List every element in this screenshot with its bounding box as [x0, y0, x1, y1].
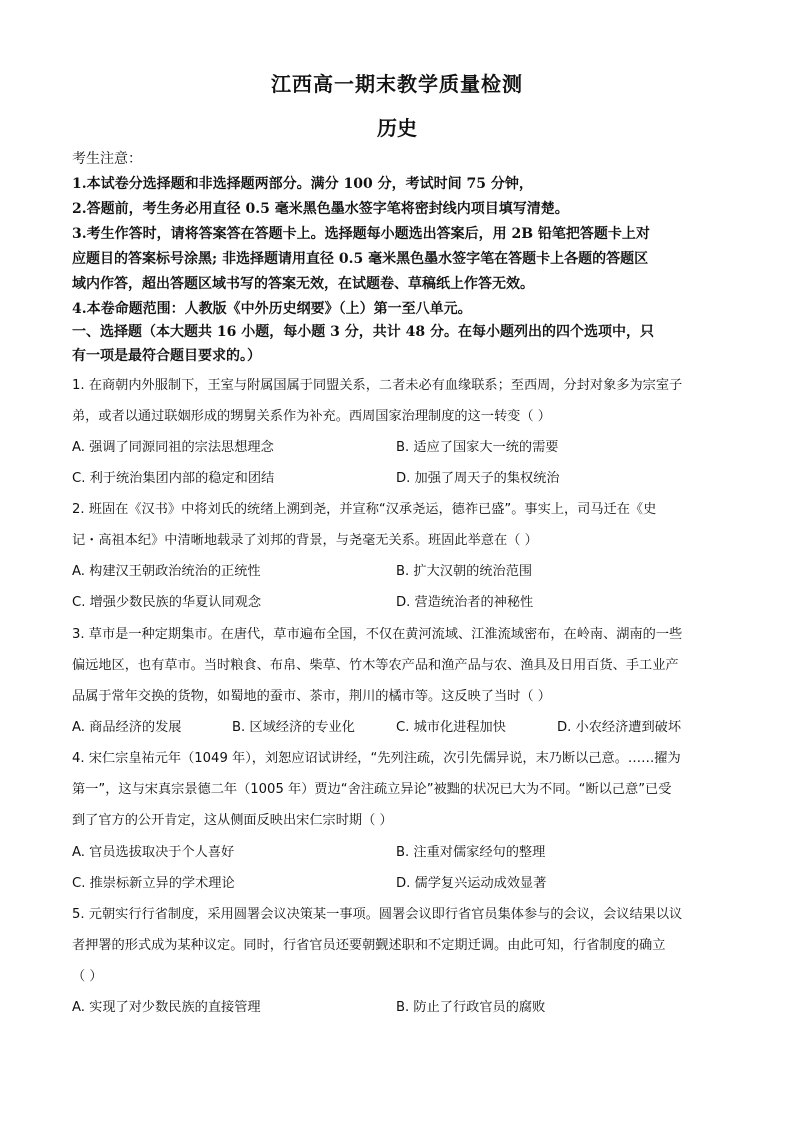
question-4-text: 到了官方的公开肯定，这从侧面反映出宋仁宗时期（ ） [72, 813, 393, 828]
question-5-option-b: B. 防止了行政官员的腐败 [396, 1000, 546, 1015]
question-3-option-d: D. 小农经济遭到破坏 [557, 720, 682, 735]
notice-line: 应题目的答案标号涂黑; 非选择题请用直径 0.5 毫米黑色墨水签字笔在答题卡上各题的答题区 [72, 251, 649, 267]
question-1-text: 1. 在商朝内外服制下，王室与附属国属于同盟关系，二者未必有血缘联系；至西周，分封对象多为宗室子 [72, 378, 683, 393]
notice-heading: 考生注意： [72, 151, 142, 167]
question-3-option-c: C. 城市化进程加快 [396, 720, 506, 735]
question-4-option-b: B. 注重对儒家经句的整理 [396, 845, 546, 860]
question-3-text: 3. 草市是一种定期集市。在唐代，草市遍布全国，不仅在黄河流域、江淮流域密布，在岭南、湖南的一些 [72, 627, 683, 642]
question-5-text: 5. 元朝实行行省制度，采用圆署会议决策某一事项。圆署会议即行省官员集体参与的会议，会议结果以议 [72, 907, 683, 922]
question-3-option-b: B. 区域经济的专业化 [232, 720, 355, 735]
question-1-option-b: B. 适应了国家大一统的需要 [396, 440, 559, 455]
question-5-option-a: A. 实现了对少数民族的直接管理 [72, 1000, 261, 1015]
question-3-text: 品属于常年交换的货物，如蜀地的蚕市、茶市，荆川的橘市等。这反映了当时（ ） [72, 689, 551, 704]
question-5-text: 者押署的形式成为某种议定。同时，行省官员还要朝觐述职和不定期迁调。由此可知，行省制度的确立 [72, 938, 666, 953]
section-heading-cont: 有一项是最符合题目要求的。） [72, 348, 261, 364]
question-4-option-c: C. 推崇标新立异的学术理论 [72, 876, 235, 891]
question-1-option-c: C. 利于统治集团内部的稳定和团结 [72, 471, 275, 486]
question-2-option-a: A. 构建汉王朝政治统治的正统性 [72, 564, 261, 579]
question-4-text: 4. 宋仁宗皇祐元年（1049 年），刘恕应诏试讲经，“先列注疏，次引先儒异说，末乃断以己意。……擢为 [72, 751, 681, 766]
question-2-text: 记・高祖本纪》中清晰地载录了刘邦的背景，与尧毫无关系。班固此举意在（ ） [72, 533, 538, 548]
question-4-text: 第一”，这与宋真宗景德二年（1005 年）贾边“舍注疏立异论”被黜的状况已大为不同。“断以己意”已受 [72, 782, 672, 797]
notice-line: 3.考生作答时，请将答案答在答题卡上。选择题每小题选出答案后，用 2B 铅笔把答题卡上对 [72, 226, 650, 242]
notice-line: 2.答题前，考生务必用直径 0.5 毫米黑色墨水签字笔将密封线内项目填写清楚。 [72, 201, 569, 217]
question-2-option-c: C. 增强少数民族的华夏认同观念 [72, 595, 262, 610]
question-3-text: 偏远地区，也有草市。当时粮食、布帛、柴草、竹木等农产品和渔产品与农、渔具及日用百货、手工业产 [72, 658, 679, 673]
exam-title: 江西高一期末教学质量检测 [271, 72, 523, 96]
question-4-option-a: A. 官员选拔取决于个人喜好 [72, 845, 235, 860]
question-4-option-d: D. 儒学复兴运动成效显著 [396, 876, 547, 891]
question-2-option-b: B. 扩大汉朝的统治范围 [396, 564, 533, 579]
notice-line: 1.本试卷分选择题和非选择题两部分。满分 100 分，考试时间 75 分钟， [72, 176, 533, 192]
question-2-text: 2. 班固在《汉书》中将刘氏的统绪上溯到尧，并宣称“汉承尧运，德祚已盛”。事实上，司马迁在《史 [72, 502, 657, 517]
question-1-option-d: D. 加强了周天子的集权统治 [396, 471, 560, 486]
section-heading: 一、选择题（本大题共 16 小题，每小题 3 分，共计 48 分。在每小题列出的四个选项中，只 [72, 324, 654, 340]
question-5-text: （ ） [72, 969, 103, 984]
question-2-option-d: D. 营造统治者的神秘性 [396, 595, 534, 610]
question-3-option-a: A. 商品经济的发展 [72, 720, 182, 735]
subject-title: 历史 [377, 116, 417, 140]
question-1-option-a: A. 强调了同源同祖的宗法思想理念 [72, 440, 274, 455]
notice-line: 域内作答，超出答题区域书写的答案无效，在试题卷、草稿纸上作答无效。 [72, 276, 534, 292]
question-1-text: 弟，或者以通过联姻形成的甥舅关系作为补充。西周国家治理制度的这一转变（ ） [72, 409, 551, 424]
notice-line: 4.本卷命题范围：人教版《中外历史纲要》（上）第一至八单元。 [72, 301, 472, 317]
